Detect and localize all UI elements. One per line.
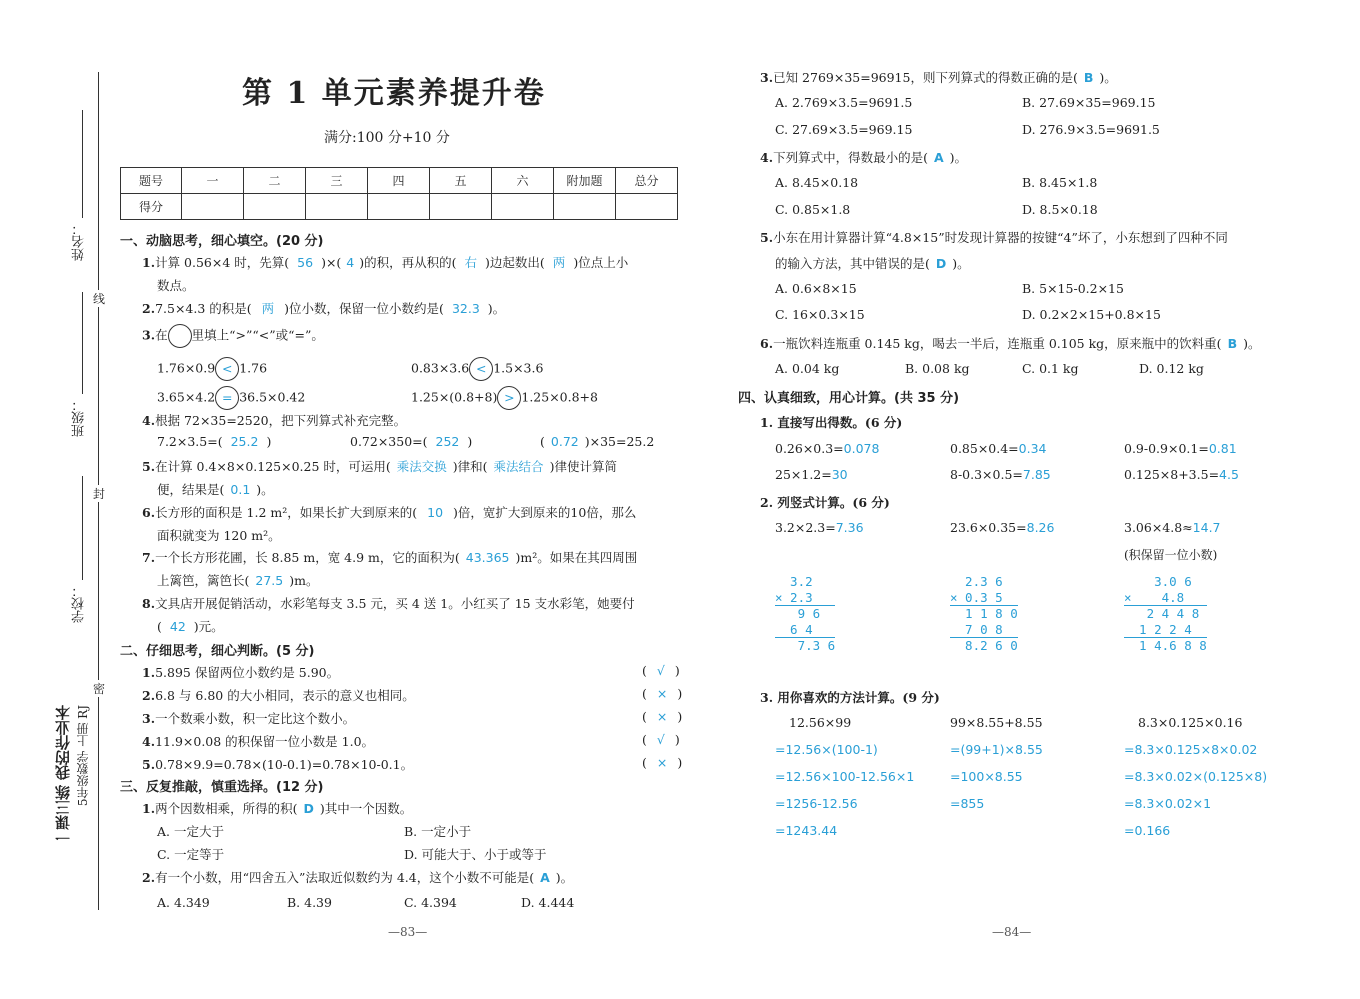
page-number-left: —83—: [388, 925, 428, 939]
q-num: 7.: [142, 550, 156, 565]
q-num: 2.: [142, 301, 156, 316]
option: B. 5×15-0.2×15: [1022, 281, 1124, 296]
answer[interactable]: 两: [261, 301, 275, 316]
q-num: 2.: [142, 870, 156, 885]
calc-line: 3.0 6: [1124, 574, 1192, 589]
answer[interactable]: ×: [656, 709, 668, 724]
s1-q7: [142, 548, 637, 566]
q-text: )倍，宽扩大到原来的10倍，那么: [453, 505, 637, 520]
calc-line: 2.3 6: [950, 574, 1003, 589]
page-number-right: —84—: [992, 925, 1032, 939]
name-label: 姓名：: [72, 222, 87, 261]
r-q6: [760, 334, 1260, 352]
q-num: 4.: [760, 150, 774, 165]
option: C. 27.69×3.5=969.15: [775, 122, 913, 137]
q-num: 4.: [142, 734, 156, 749]
answer[interactable]: B: [1227, 336, 1238, 351]
answer[interactable]: 0.078: [843, 441, 880, 456]
s1-q5-cont: [157, 480, 274, 498]
s1-q4: [142, 411, 406, 429]
option: A. 0.6×8×15: [775, 281, 857, 296]
q-text: 在计算 0.4×8×0.125×0.25 时，可运用(: [155, 459, 391, 474]
score-cell[interactable]: [368, 194, 430, 220]
q-text: )位小数，保留一位小数约是(: [284, 301, 444, 316]
q-text: 便，结果是(: [157, 482, 225, 497]
q-text: 在: [155, 327, 168, 343]
section1-heading: 一、动脑思考，细心填空。(20 分): [120, 234, 324, 249]
q-num: 3.: [142, 327, 156, 343]
option: D. 可能大于、小于或等于: [404, 847, 547, 862]
q-text: (: [540, 434, 545, 449]
s1-q6-cont: 面积就变为 120 m²。: [157, 528, 281, 543]
answer[interactable]: 27.5: [255, 573, 284, 588]
answer[interactable]: A: [540, 870, 550, 885]
option: D. 8.5×0.18: [1022, 202, 1098, 217]
answer[interactable]: 4: [346, 255, 355, 270]
q-text: (: [157, 619, 162, 634]
option: C. 4.394: [404, 895, 457, 910]
simplify-step[interactable]: =(99+1)×8.55: [950, 742, 1043, 757]
judge-answer[interactable]: ( × ): [642, 686, 683, 701]
compare-right: 36.5×0.42: [239, 389, 306, 405]
simplify-step[interactable]: =8.3×0.125×8×0.02: [1124, 742, 1258, 757]
q-num: 3.: [142, 711, 156, 726]
answer[interactable]: 4.5: [1219, 467, 1239, 482]
answer[interactable]: 30: [831, 467, 848, 482]
q-text: 3.06×4.8≈: [1124, 520, 1193, 535]
q-text: )元。: [193, 619, 224, 634]
oral-calc-item: [1124, 441, 1237, 456]
calc-line: 9 6: [775, 606, 821, 621]
option: B. 0.08 kg: [905, 361, 970, 376]
binding-char-feng: 封: [93, 487, 106, 501]
compare-right: 1.5×3.6: [493, 360, 544, 376]
vertical-calc-1: [775, 574, 835, 654]
compare-item: [157, 386, 305, 410]
q-text: 已知 2769×35=96915，则下列算式的得数正确的是(: [773, 70, 1078, 85]
judge-item: [142, 686, 415, 704]
compare-answer[interactable]: <: [469, 357, 493, 381]
score-table: [120, 167, 678, 220]
answer[interactable]: 10: [427, 505, 444, 520]
class-label: 班级：: [72, 398, 87, 437]
section4-heading: 四、认真细致，用心计算。(共 35 分): [738, 391, 960, 406]
option: A. 一定大于: [157, 824, 224, 839]
simplify-question: 99×8.55+8.55: [950, 715, 1043, 730]
answer[interactable]: 32.3: [451, 301, 480, 316]
q-num: 1.: [142, 255, 156, 270]
simplify-step[interactable]: =8.3×0.02×(0.125×8): [1124, 769, 1268, 784]
answer[interactable]: D: [935, 256, 947, 271]
q-text: 根据 72×35=2520，把下列算式补充完整。: [155, 413, 407, 428]
vertical-calc-2: [950, 574, 1018, 654]
q-text: 0.78×9.9=0.78×(10-0.1)=0.78×10-0.1。: [155, 757, 414, 772]
answer[interactable]: A: [933, 150, 944, 165]
simplify-step[interactable]: =12.56×(100-1): [775, 742, 878, 757]
grade-label: 5年级数学 上册 RJ: [76, 705, 90, 807]
school-blank[interactable]: [82, 476, 83, 580]
s1-q1-cont: 数点。: [157, 278, 195, 293]
oral-calc-item: [950, 467, 1051, 482]
q-text: 7.2×3.5=(: [157, 434, 223, 449]
answer[interactable]: √: [656, 663, 665, 678]
class-blank[interactable]: [82, 292, 83, 394]
q-text: )m。: [289, 573, 319, 588]
score-table-header-row: [121, 168, 678, 194]
s1-q5: [142, 457, 617, 475]
q-text: 文具店开展促销活动，水彩笔每支 3.5 元，买 4 送 1。小红买了 15 支水彩笔，她要付: [155, 596, 635, 611]
q-text: 一瓶饮料连瓶重 0.145 kg，喝去一半后，连瓶重 0.105 kg，原来瓶中的饮料重(: [773, 336, 1222, 351]
score-cell[interactable]: [306, 194, 368, 220]
s1-q4-p1: [157, 434, 271, 449]
rounding-note: (积保留一位小数): [1124, 548, 1218, 562]
q-text: 里填上“>”“<”或“=”。: [191, 327, 324, 343]
calc-line: 6 4: [775, 622, 835, 639]
score-header: 五: [430, 168, 492, 194]
q-text: 一个数乘小数，积一定比这个数小。: [155, 711, 356, 726]
q-num: 1.: [142, 665, 156, 680]
answer[interactable]: √: [656, 732, 665, 747]
q-num: 5.: [142, 459, 156, 474]
r-q5-cont: [775, 254, 970, 272]
section3-heading: 三、反复推敲，慎重选择。(12 分): [120, 780, 324, 795]
binding-char-mi: 密: [93, 682, 106, 696]
score-header: 二: [244, 168, 306, 194]
answer[interactable]: 25.2: [230, 434, 259, 449]
answer[interactable]: 乘法交换: [396, 459, 447, 474]
judge-item: [142, 755, 413, 773]
simplify-step[interactable]: =8.3×0.02×1: [1124, 796, 1212, 811]
calc-line: × 2.3: [775, 590, 835, 607]
q-text: 6.8 与 6.80 的大小相同，表示的意义也相同。: [155, 688, 415, 703]
compare-left: 3.65×4.2: [157, 389, 216, 405]
part2-title: 2. 列竖式计算。(6 分): [760, 495, 890, 510]
section2-heading: 二、仔细思考，细心判断。(5 分): [120, 644, 315, 659]
vertical-question: [950, 520, 1054, 535]
q-text: 0.72×350=(: [350, 434, 428, 449]
simplify-step[interactable]: =0.166: [1124, 823, 1171, 838]
judge-answer[interactable]: ( √ ): [642, 732, 680, 747]
score-header: 三: [306, 168, 368, 194]
q-text: )。: [487, 301, 506, 316]
s1-q7-cont: [157, 571, 318, 589]
q-text: 0.85×0.4=: [950, 441, 1019, 456]
option: B. 8.45×1.8: [1022, 175, 1098, 190]
answer[interactable]: 8.26: [1026, 520, 1055, 535]
option: A. 8.45×0.18: [775, 175, 859, 190]
calc-line: 8.2 6 0: [950, 638, 1018, 653]
option: A. 2.769×3.5=9691.5: [775, 95, 913, 110]
score-header: 题号: [121, 168, 182, 194]
score-cell[interactable]: [244, 194, 306, 220]
q-text: )的积，再从积的(: [359, 255, 457, 270]
score-cell[interactable]: [182, 194, 244, 220]
q-text: 两个因数相乘，所得的积(: [155, 801, 298, 816]
s1-q3: [142, 324, 324, 348]
simplify-step[interactable]: =1243.44: [775, 823, 838, 838]
r-q4: [760, 148, 967, 166]
answer[interactable]: 0.72: [550, 434, 579, 449]
calc-line: 2 4 4 8: [1124, 606, 1200, 621]
q-text: ): [266, 434, 272, 449]
score-cell[interactable]: [430, 194, 492, 220]
q-text: 长方形的面积是 1.2 m²，如果长扩大到原来的(: [155, 505, 418, 520]
compare-left: 1.25×(0.8+8): [411, 389, 498, 405]
vertical-question: [775, 520, 864, 535]
q-text: 有一个小数，用“四舍五入”法取近似数约为 4.4，这个小数不可能是(: [155, 870, 535, 885]
r-q5: [760, 228, 1228, 246]
option: B. 4.39: [287, 895, 332, 910]
score-header: 一: [182, 168, 244, 194]
binding-char-xian: 线: [93, 292, 106, 306]
q-text: )位点上小: [573, 255, 629, 270]
simplify-step[interactable]: =1256-12.56: [775, 796, 858, 811]
score-header: 四: [368, 168, 430, 194]
q-num: 6.: [142, 505, 156, 520]
option: A. 4.349: [157, 895, 210, 910]
q-text: )m²。如果在其四周围: [515, 550, 638, 565]
calc-line: × 4.8: [1124, 590, 1207, 607]
q-text: 的输入方法，其中错误的是(: [775, 256, 930, 271]
judge-item: [142, 709, 355, 727]
compare-right: 1.76: [239, 360, 268, 376]
q-text: 25×1.2=: [775, 467, 832, 482]
option: D. 276.9×3.5=9691.5: [1022, 122, 1160, 137]
option: B. 一定小于: [404, 824, 472, 839]
score-cell[interactable]: [492, 194, 554, 220]
compare-left: 1.76×0.9: [157, 360, 216, 376]
q-text: 5.895 保留两位小数约是 5.90。: [155, 665, 340, 680]
answer[interactable]: 7.36: [835, 520, 864, 535]
q-text: )×35=25.2: [584, 434, 655, 449]
q-text: )律和(: [452, 459, 488, 474]
score-header: 附加题: [554, 168, 616, 194]
score-cell[interactable]: [616, 194, 678, 220]
s1-q2: [142, 299, 505, 317]
option: C. 0.1 kg: [1022, 361, 1079, 376]
calc-line: 7.3 6: [775, 638, 836, 653]
simplify-step[interactable]: =100×8.55: [950, 769, 1023, 784]
name-blank[interactable]: [82, 110, 83, 218]
q-text: )律使计算简: [549, 459, 617, 474]
q-text: 8-0.3×0.5=: [950, 467, 1023, 482]
q-text: )。: [555, 870, 574, 885]
q-text: )。: [949, 150, 968, 165]
calc-line: 1 4.6 8 8: [1124, 638, 1207, 653]
option: C. 16×0.3×15: [775, 307, 865, 322]
page-subtitle: 满分:100 分+10 分: [324, 130, 450, 146]
oral-calc-item: [775, 441, 879, 456]
answer[interactable]: 56: [297, 255, 314, 270]
q-num: 3.: [760, 70, 774, 85]
s1-q8: [142, 594, 635, 612]
score-row-label: 得分: [121, 194, 182, 220]
option: D. 0.12 kg: [1139, 361, 1204, 376]
q-text: )。: [1243, 336, 1261, 351]
calc-line: 1 1 8 0: [950, 606, 1018, 621]
oral-calc-item: [775, 467, 848, 482]
s1-q4-p2: [350, 434, 472, 449]
compare-left: 0.83×3.6: [411, 360, 470, 376]
vertical-calc-3: [1124, 574, 1207, 654]
answer[interactable]: 两: [552, 255, 566, 270]
judge-item: [142, 663, 339, 681]
q-num: 8.: [142, 596, 156, 611]
judge-answer[interactable]: ( × ): [642, 755, 683, 770]
compare-right: 1.25×0.8+8: [521, 389, 598, 405]
judge-item: [142, 732, 374, 750]
compare-item: [411, 386, 598, 410]
q-num: 4.: [142, 413, 156, 428]
calc-line: 1 2 2 4: [1124, 622, 1207, 639]
brand-logo: 一课三练 我的作业本: [54, 705, 72, 846]
s1-q4-p3: [540, 434, 654, 449]
q-num: 6.: [760, 336, 774, 351]
s1-q8-cont: [157, 617, 224, 635]
q-text: )。: [256, 482, 274, 497]
s1-q6: [142, 503, 636, 521]
q-text: 上篱笆，篱笆长(: [157, 573, 250, 588]
q-text: 小东在用计算器计算“4.8×15”时发现计算器的按键“4”坏了，小东想到了四种不同: [773, 230, 1228, 245]
answer[interactable]: 0.34: [1018, 441, 1047, 456]
blank-circle: [168, 324, 192, 348]
answer[interactable]: 42: [169, 619, 186, 634]
answer[interactable]: D: [303, 801, 314, 816]
q-text: )。: [1099, 70, 1117, 85]
q-text: 下列算式中，得数最小的是(: [773, 150, 928, 165]
oral-calc-item: [950, 441, 1047, 456]
answer[interactable]: 43.365: [465, 550, 510, 565]
judge-answer[interactable]: ( √ ): [642, 663, 680, 678]
compare-item: [411, 357, 543, 381]
calc-line: × 0.3 5: [950, 590, 1018, 607]
q-text: 计算 0.56×4 时，先算(: [155, 255, 290, 270]
score-cell[interactable]: [554, 194, 616, 220]
option: C. 一定等于: [157, 847, 225, 862]
s1-q1: [142, 253, 628, 271]
q-num: 5.: [760, 230, 774, 245]
q-text: 11.9×0.08 的积保留一位小数是 1.0。: [155, 734, 375, 749]
q-text: )边起数出(: [485, 255, 545, 270]
option: B. 27.69×35=969.15: [1022, 95, 1156, 110]
part3-title: 3. 用你喜欢的方法计算。(9 分): [760, 690, 940, 705]
vertical-question: [1124, 520, 1221, 535]
page-title: 第 1 单元素养提升卷: [242, 76, 546, 111]
simplify-step[interactable]: =12.56×100-12.56×1: [775, 769, 915, 784]
simplify-question: 12.56×99: [789, 715, 852, 730]
q-text: 23.6×0.35=: [950, 520, 1027, 535]
q-text: 0.125×8+3.5=: [1124, 467, 1220, 482]
score-header: 总分: [616, 168, 678, 194]
q-num: 2.: [142, 688, 156, 703]
q-num: 1.: [142, 801, 156, 816]
option: D. 0.2×2×15+0.8×15: [1022, 307, 1161, 322]
option: C. 0.85×1.8: [775, 202, 851, 217]
q-text: )其中一个因数。: [319, 801, 413, 816]
answer[interactable]: 右: [464, 255, 478, 270]
r-q3: [760, 68, 1117, 86]
q-text: 0.9-0.9×0.1=: [1124, 441, 1209, 456]
answer[interactable]: ×: [656, 686, 668, 701]
score-table-row: [121, 194, 678, 220]
calc-line: 3.2: [775, 574, 813, 589]
compare-answer[interactable]: =: [215, 386, 239, 410]
oral-calc-item: [1124, 467, 1239, 482]
answer[interactable]: 乘法结合: [493, 459, 544, 474]
answer[interactable]: 14.7: [1192, 520, 1221, 535]
option: A. 0.04 kg: [775, 361, 840, 376]
compare-answer[interactable]: >: [497, 386, 521, 410]
compare-item: [157, 357, 267, 381]
q-text: 7.5×4.3 的积是(: [155, 301, 252, 316]
answer[interactable]: ×: [656, 755, 668, 770]
answer[interactable]: 0.81: [1208, 441, 1237, 456]
simplify-question: 8.3×0.125×0.16: [1138, 715, 1243, 730]
calc-line: 7 0 8: [950, 622, 1018, 639]
q-num: 5.: [142, 757, 156, 772]
score-header: 六: [492, 168, 554, 194]
compare-answer[interactable]: <: [215, 357, 239, 381]
part1-title: 1. 直接写出得数。(6 分): [760, 415, 903, 430]
s3-q1: [142, 799, 412, 817]
q-text: 一个长方形花圃，长 8.85 m，宽 4.9 m，它的面积为(: [155, 550, 460, 565]
s3-q2: [142, 868, 573, 886]
answer[interactable]: B: [1083, 70, 1094, 85]
simplify-step[interactable]: =855: [950, 796, 985, 811]
judge-answer[interactable]: ( × ): [642, 709, 683, 724]
q-text: )。: [952, 256, 970, 271]
school-label: 学校：: [72, 584, 87, 623]
answer[interactable]: 0.1: [230, 482, 251, 497]
answer[interactable]: 252: [435, 434, 460, 449]
q-text: ): [467, 434, 473, 449]
q-text: 0.26×0.3=: [775, 441, 844, 456]
q-text: 3.2×2.3=: [775, 520, 836, 535]
option: D. 4.444: [521, 895, 575, 910]
q-text: )×(: [321, 255, 342, 270]
answer[interactable]: 7.85: [1022, 467, 1051, 482]
